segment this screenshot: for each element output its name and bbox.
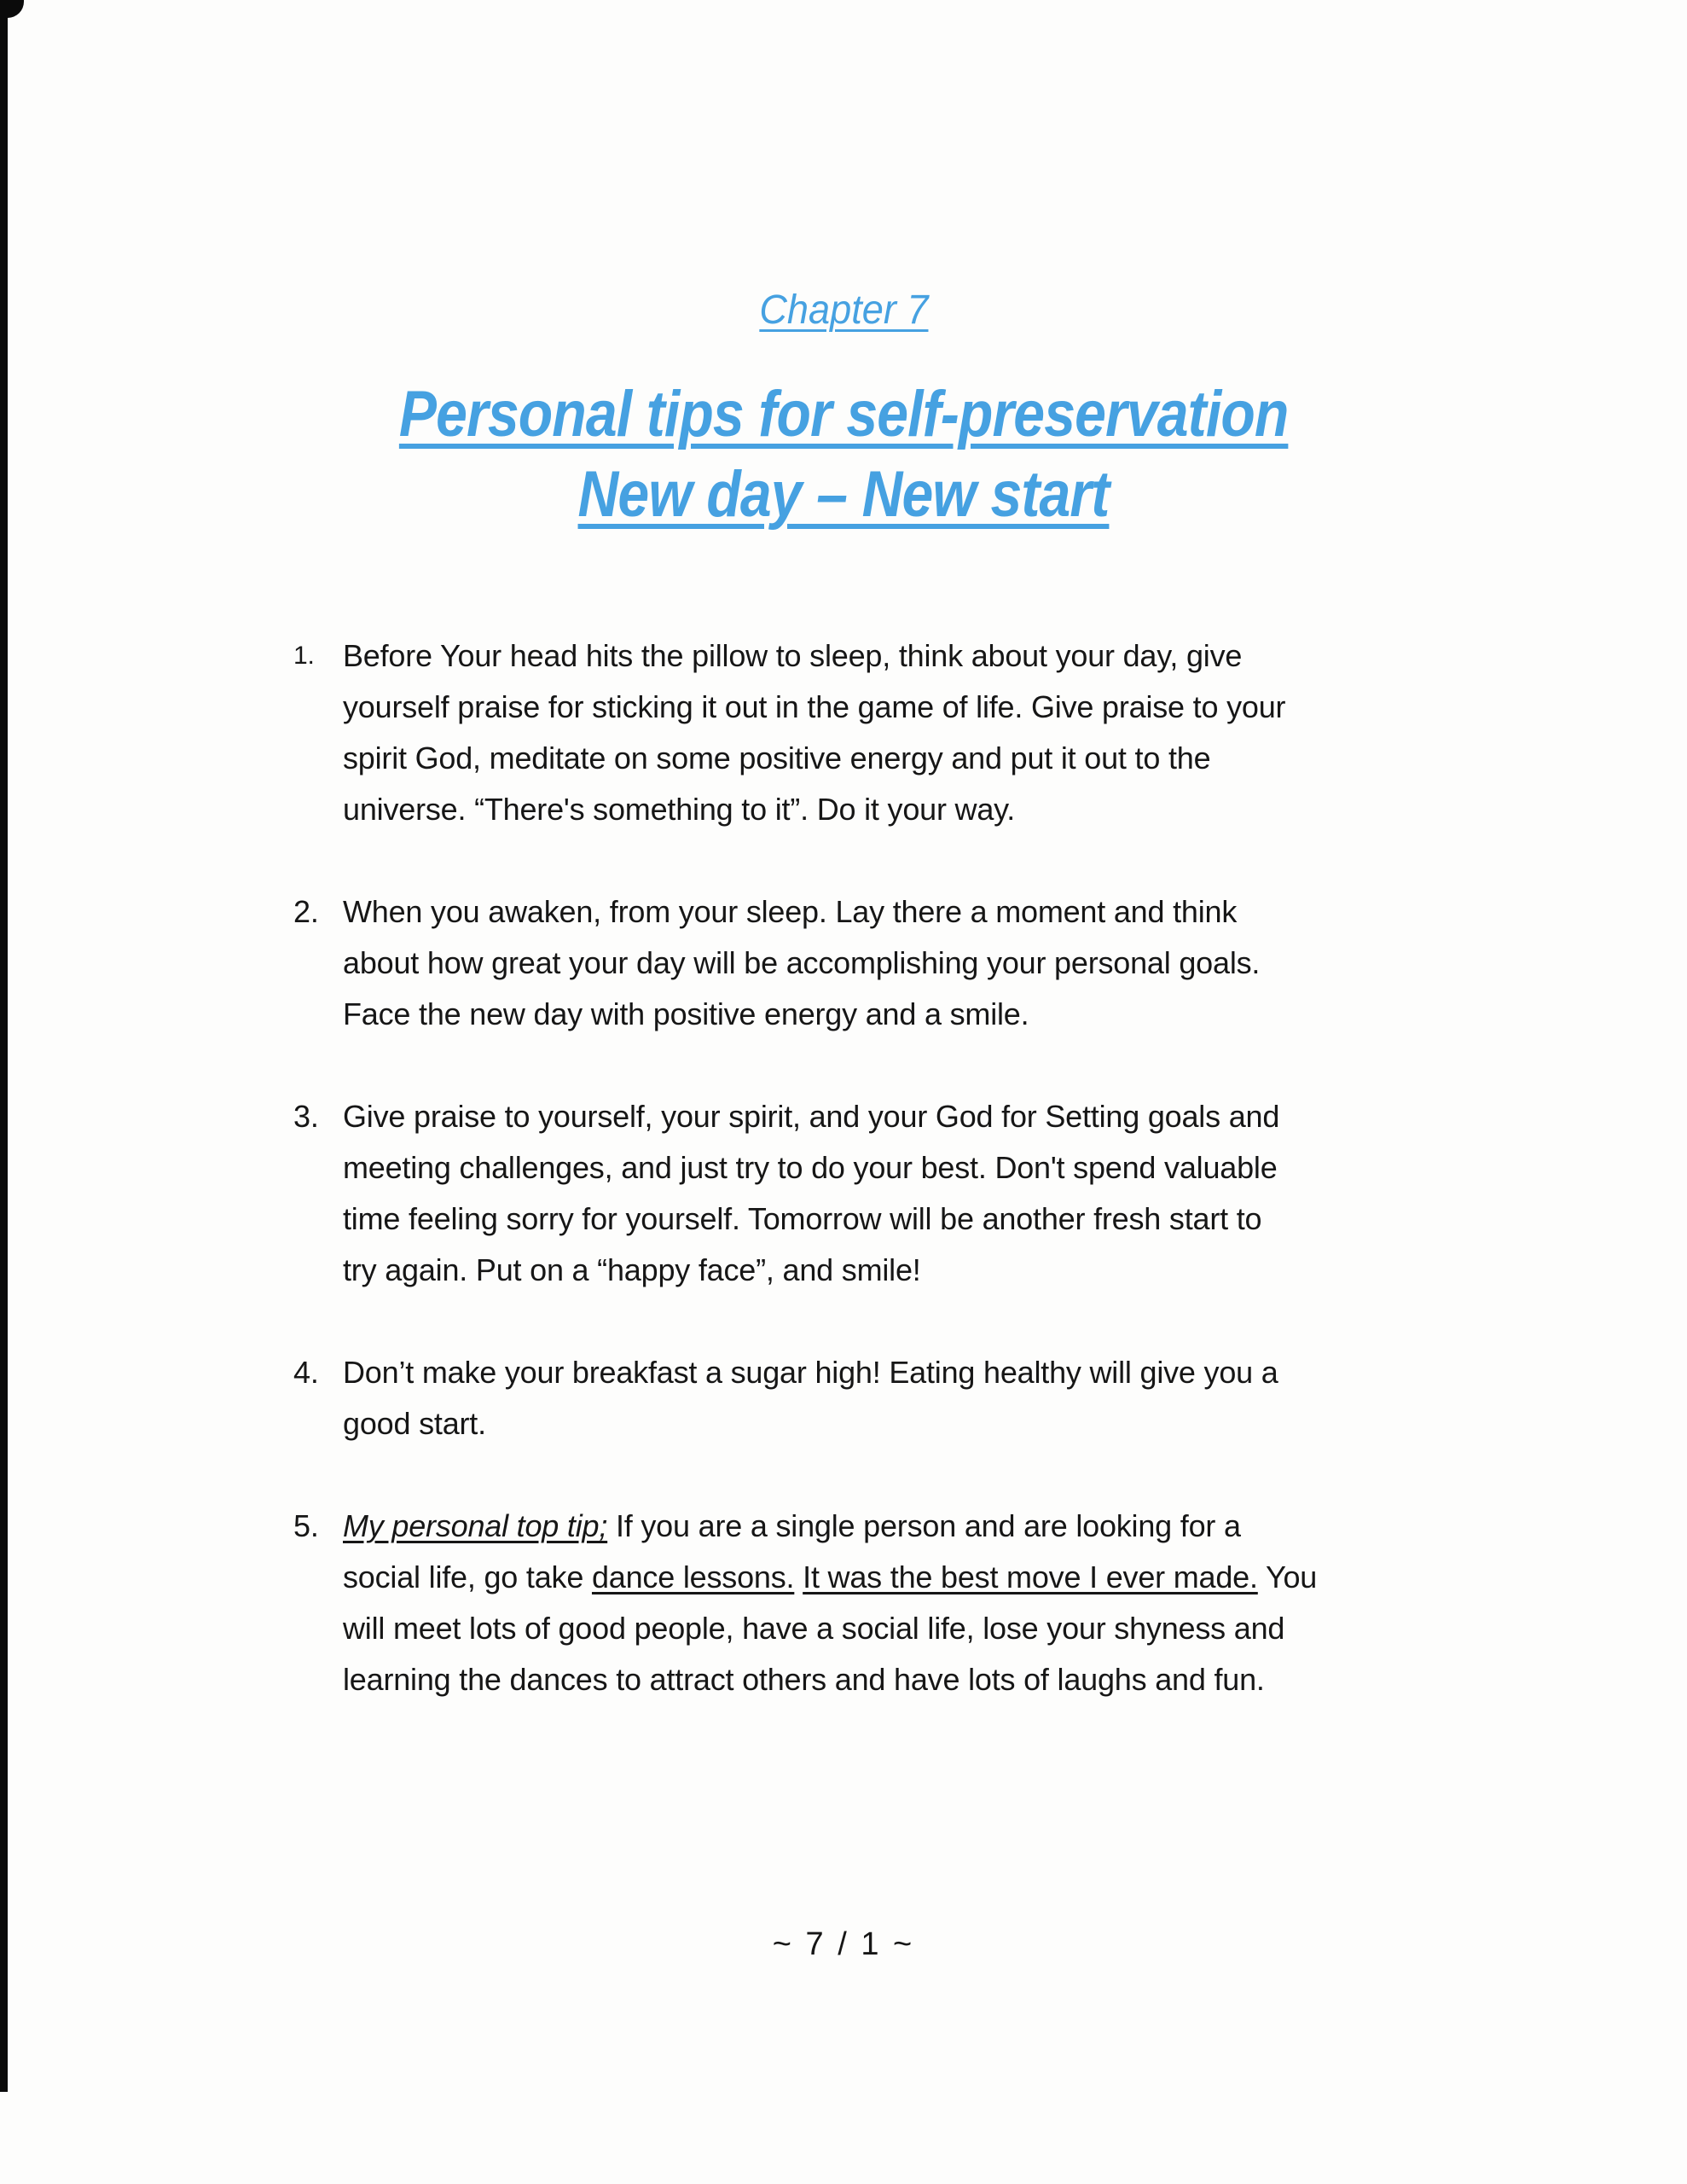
list-item-line: will meet lots of good people, have a social life, lose your shyness and bbox=[343, 1611, 1285, 1646]
list-item-line bbox=[343, 1552, 1494, 1603]
chapter-heading-text: Chapter 7 bbox=[758, 288, 929, 333]
list-item-line: Don’t make your breakfast a sugar high! Eating healthy will give you a bbox=[343, 1355, 1278, 1390]
list-item-line: Before Your head hits the pillow to sleep, think about your day, give bbox=[343, 638, 1243, 673]
page-number: ~ 7 / 1 ~ bbox=[772, 1926, 915, 1962]
list-item-line: meeting challenges, and just try to do your best. Don't spend valuable bbox=[343, 1150, 1278, 1185]
chapter-heading bbox=[0, 288, 1687, 334]
lead-in-phrase: My personal top tip; bbox=[343, 1508, 608, 1543]
list-item-text bbox=[794, 1560, 803, 1594]
list-item-4 bbox=[293, 1347, 1494, 1449]
page-title-line1 bbox=[0, 378, 1687, 450]
page-title-line1-text: Personal tips for self-preservation bbox=[398, 378, 1289, 450]
list-item-3 bbox=[293, 1091, 1494, 1296]
list-item-number: 3. bbox=[293, 1099, 319, 1134]
list-item-number: 1. bbox=[293, 642, 315, 670]
list-item-5 bbox=[293, 1501, 1494, 1705]
scan-corner-artifact bbox=[0, 0, 24, 18]
page-title-line2-text: New day – New start bbox=[577, 458, 1110, 531]
list-item-line: good start. bbox=[343, 1406, 486, 1441]
page-title-line2 bbox=[0, 458, 1687, 531]
underlined-phrase: It was the best move I ever made. bbox=[803, 1560, 1258, 1594]
list-item-text: You bbox=[1257, 1560, 1318, 1594]
tips-list bbox=[293, 630, 1494, 1757]
list-item-line: Give praise to yourself, your spirit, and your God for Setting goals and bbox=[343, 1099, 1280, 1134]
list-item-line: Face the new day with positive energy and a smile. bbox=[343, 996, 1029, 1031]
list-item-line: learning the dances to attract others and have lots of laughs and fun. bbox=[343, 1662, 1265, 1697]
list-item-text: social life, go take bbox=[343, 1560, 592, 1594]
list-item-line: try again. Put on a “happy face”, and smile! bbox=[343, 1252, 921, 1287]
list-item-2 bbox=[293, 886, 1494, 1040]
list-item-number: 2. bbox=[293, 894, 319, 929]
list-item-line: about how great your day will be accomplishing your personal goals. bbox=[343, 945, 1261, 980]
list-item-line: time feeling sorry for yourself. Tomorrow will be another fresh start to bbox=[343, 1201, 1262, 1236]
list-item-line: spirit God, meditate on some positive energy and put it out to the bbox=[343, 741, 1211, 775]
underlined-phrase: dance lessons. bbox=[591, 1560, 795, 1594]
list-item-line: universe. “There's something to it”. Do it your way. bbox=[343, 792, 1016, 827]
list-item-number: 4. bbox=[293, 1355, 319, 1390]
list-item-number: 5. bbox=[293, 1508, 319, 1543]
list-item-text: If you are a single person and are looking for a bbox=[607, 1508, 1241, 1543]
list-item-1 bbox=[293, 630, 1494, 835]
list-item-line: When you awaken, from your sleep. Lay there a moment and think bbox=[343, 894, 1238, 929]
list-item-line bbox=[343, 1501, 1494, 1552]
list-item-line: yourself praise for sticking it out in the game of life. Give praise to your bbox=[343, 689, 1286, 724]
